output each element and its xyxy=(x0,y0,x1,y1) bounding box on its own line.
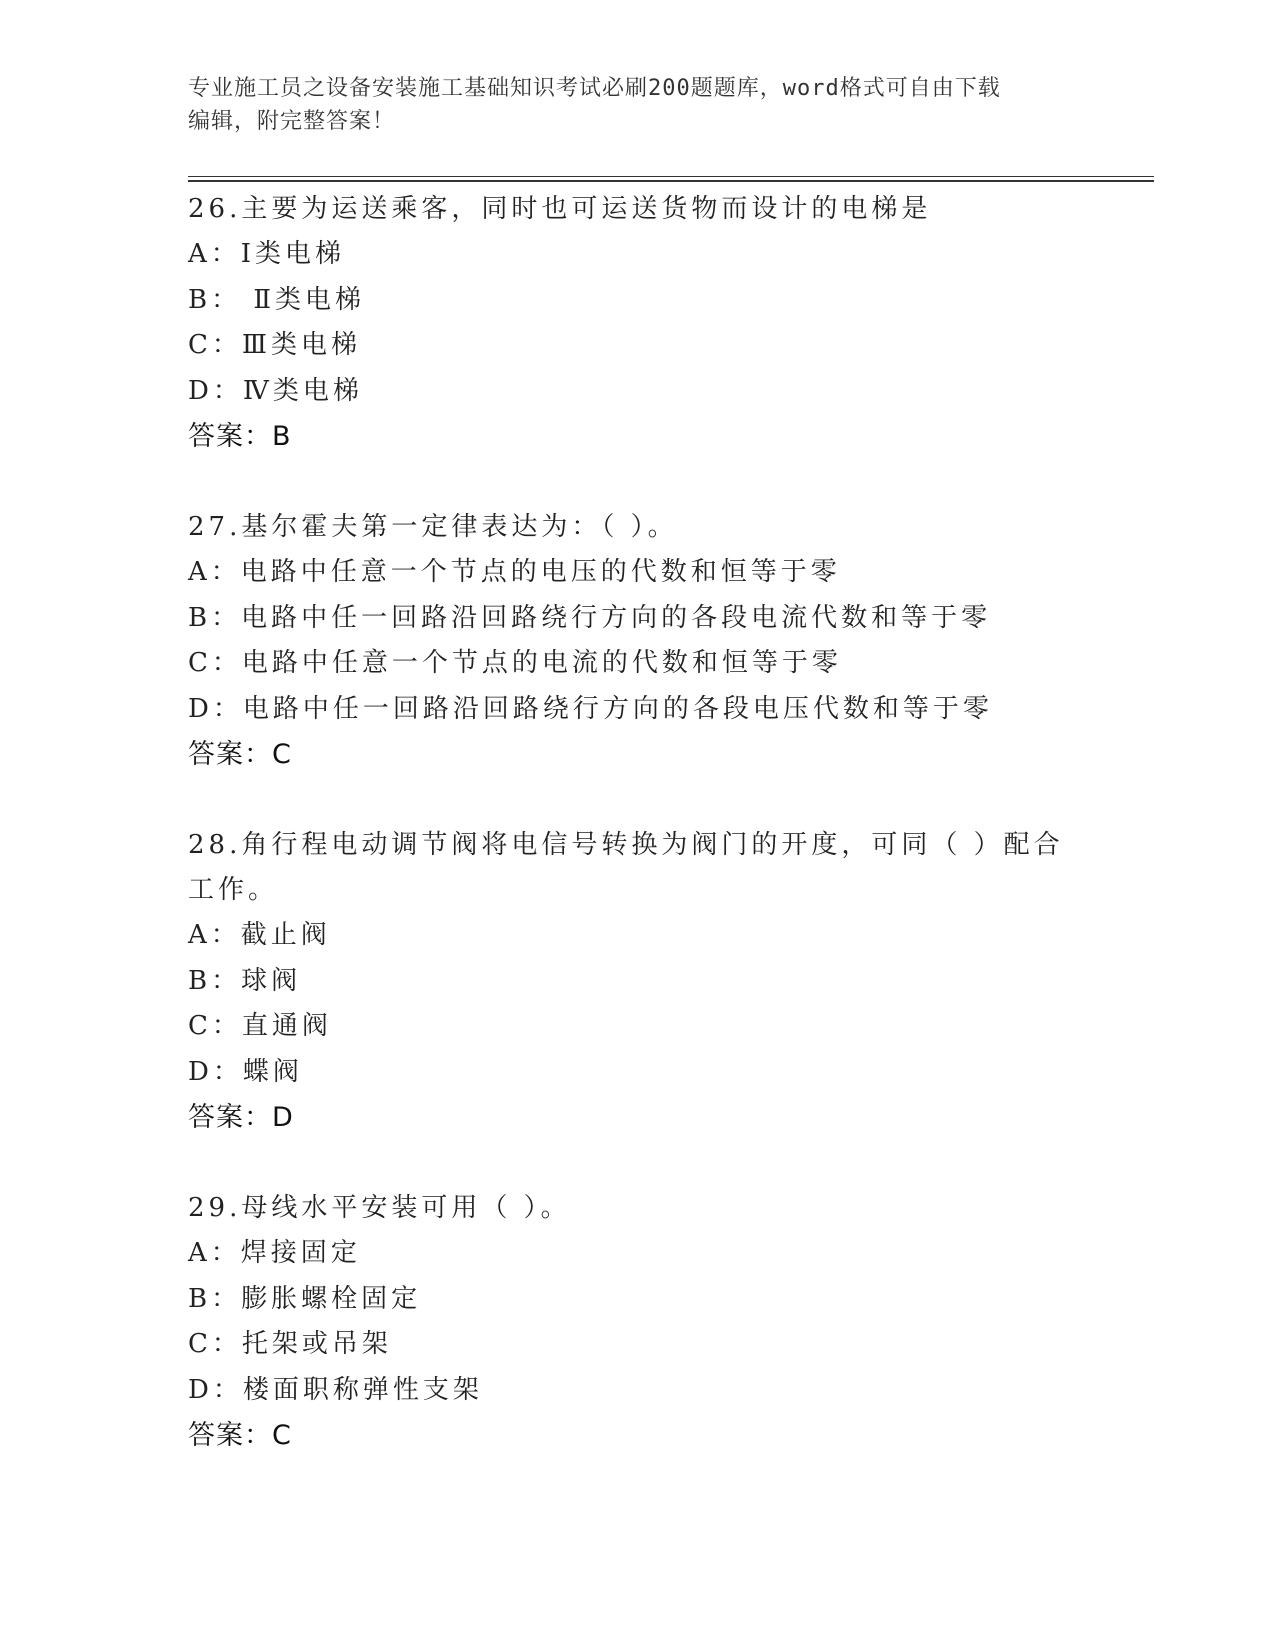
question-list xyxy=(188,187,1088,1504)
question-26 xyxy=(188,187,1088,459)
question-stem: 26.主要为运送乘客，同时也可运送货物而设计的电梯是 xyxy=(188,194,932,224)
document-header xyxy=(188,72,1088,138)
option-d: D：楼面职称弹性支架 xyxy=(188,1374,483,1405)
option-d: D：蝶阀 xyxy=(188,1056,303,1087)
header-title-line-2: 编辑，附完整答案！ xyxy=(188,109,396,134)
header-divider-thin xyxy=(188,176,1154,177)
answer: 答案：D xyxy=(188,1102,294,1133)
option-a: A：焊接固定 xyxy=(188,1238,361,1268)
option-b: B：电路中任一回路沿回路绕行方向的各段电流代数和等于零 xyxy=(188,602,992,633)
option-a: A：截止阀 xyxy=(188,920,331,950)
question-27 xyxy=(188,505,1088,777)
question-29 xyxy=(188,1186,1088,1458)
answer: 答案：C xyxy=(188,1420,292,1451)
answer: 答案：B xyxy=(188,421,292,452)
option-d: D：电路中任一回路沿回路绕行方向的各段电压代数和等于零 xyxy=(188,693,993,724)
option-c: C：Ⅲ类电梯 xyxy=(188,330,361,360)
option-b: B：球阀 xyxy=(188,965,302,996)
question-stem: 29.母线水平安装可用（ ）。 xyxy=(188,1193,571,1223)
question-stem: 27.基尔霍夫第一定律表达为：（ ）。 xyxy=(188,512,678,542)
option-b: B： Ⅱ类电梯 xyxy=(188,284,366,315)
option-a: A：Ⅰ类电梯 xyxy=(188,239,346,269)
option-c: C：托架或吊架 xyxy=(188,1329,392,1359)
option-b: B：膨胀螺栓固定 xyxy=(188,1283,422,1314)
header-divider-thick xyxy=(188,180,1154,182)
answer: 答案：C xyxy=(188,739,292,770)
option-a: A：电路中任意一个节点的电压的代数和恒等于零 xyxy=(188,557,841,587)
question-stem: 28.角行程电动调节阀将电信号转换为阀门的开度，可同（ ）配合工作。 xyxy=(188,830,1064,905)
header-title-line-1: 专业施工员之设备安装施工基础知识考试必刷200题题库，word格式可自由下载 xyxy=(188,76,1001,101)
option-c: C：电路中任意一个节点的电流的代数和恒等于零 xyxy=(188,648,842,678)
question-28 xyxy=(188,823,1088,1140)
option-d: D：Ⅳ类电梯 xyxy=(188,375,363,406)
option-c: C：直通阀 xyxy=(188,1011,332,1041)
